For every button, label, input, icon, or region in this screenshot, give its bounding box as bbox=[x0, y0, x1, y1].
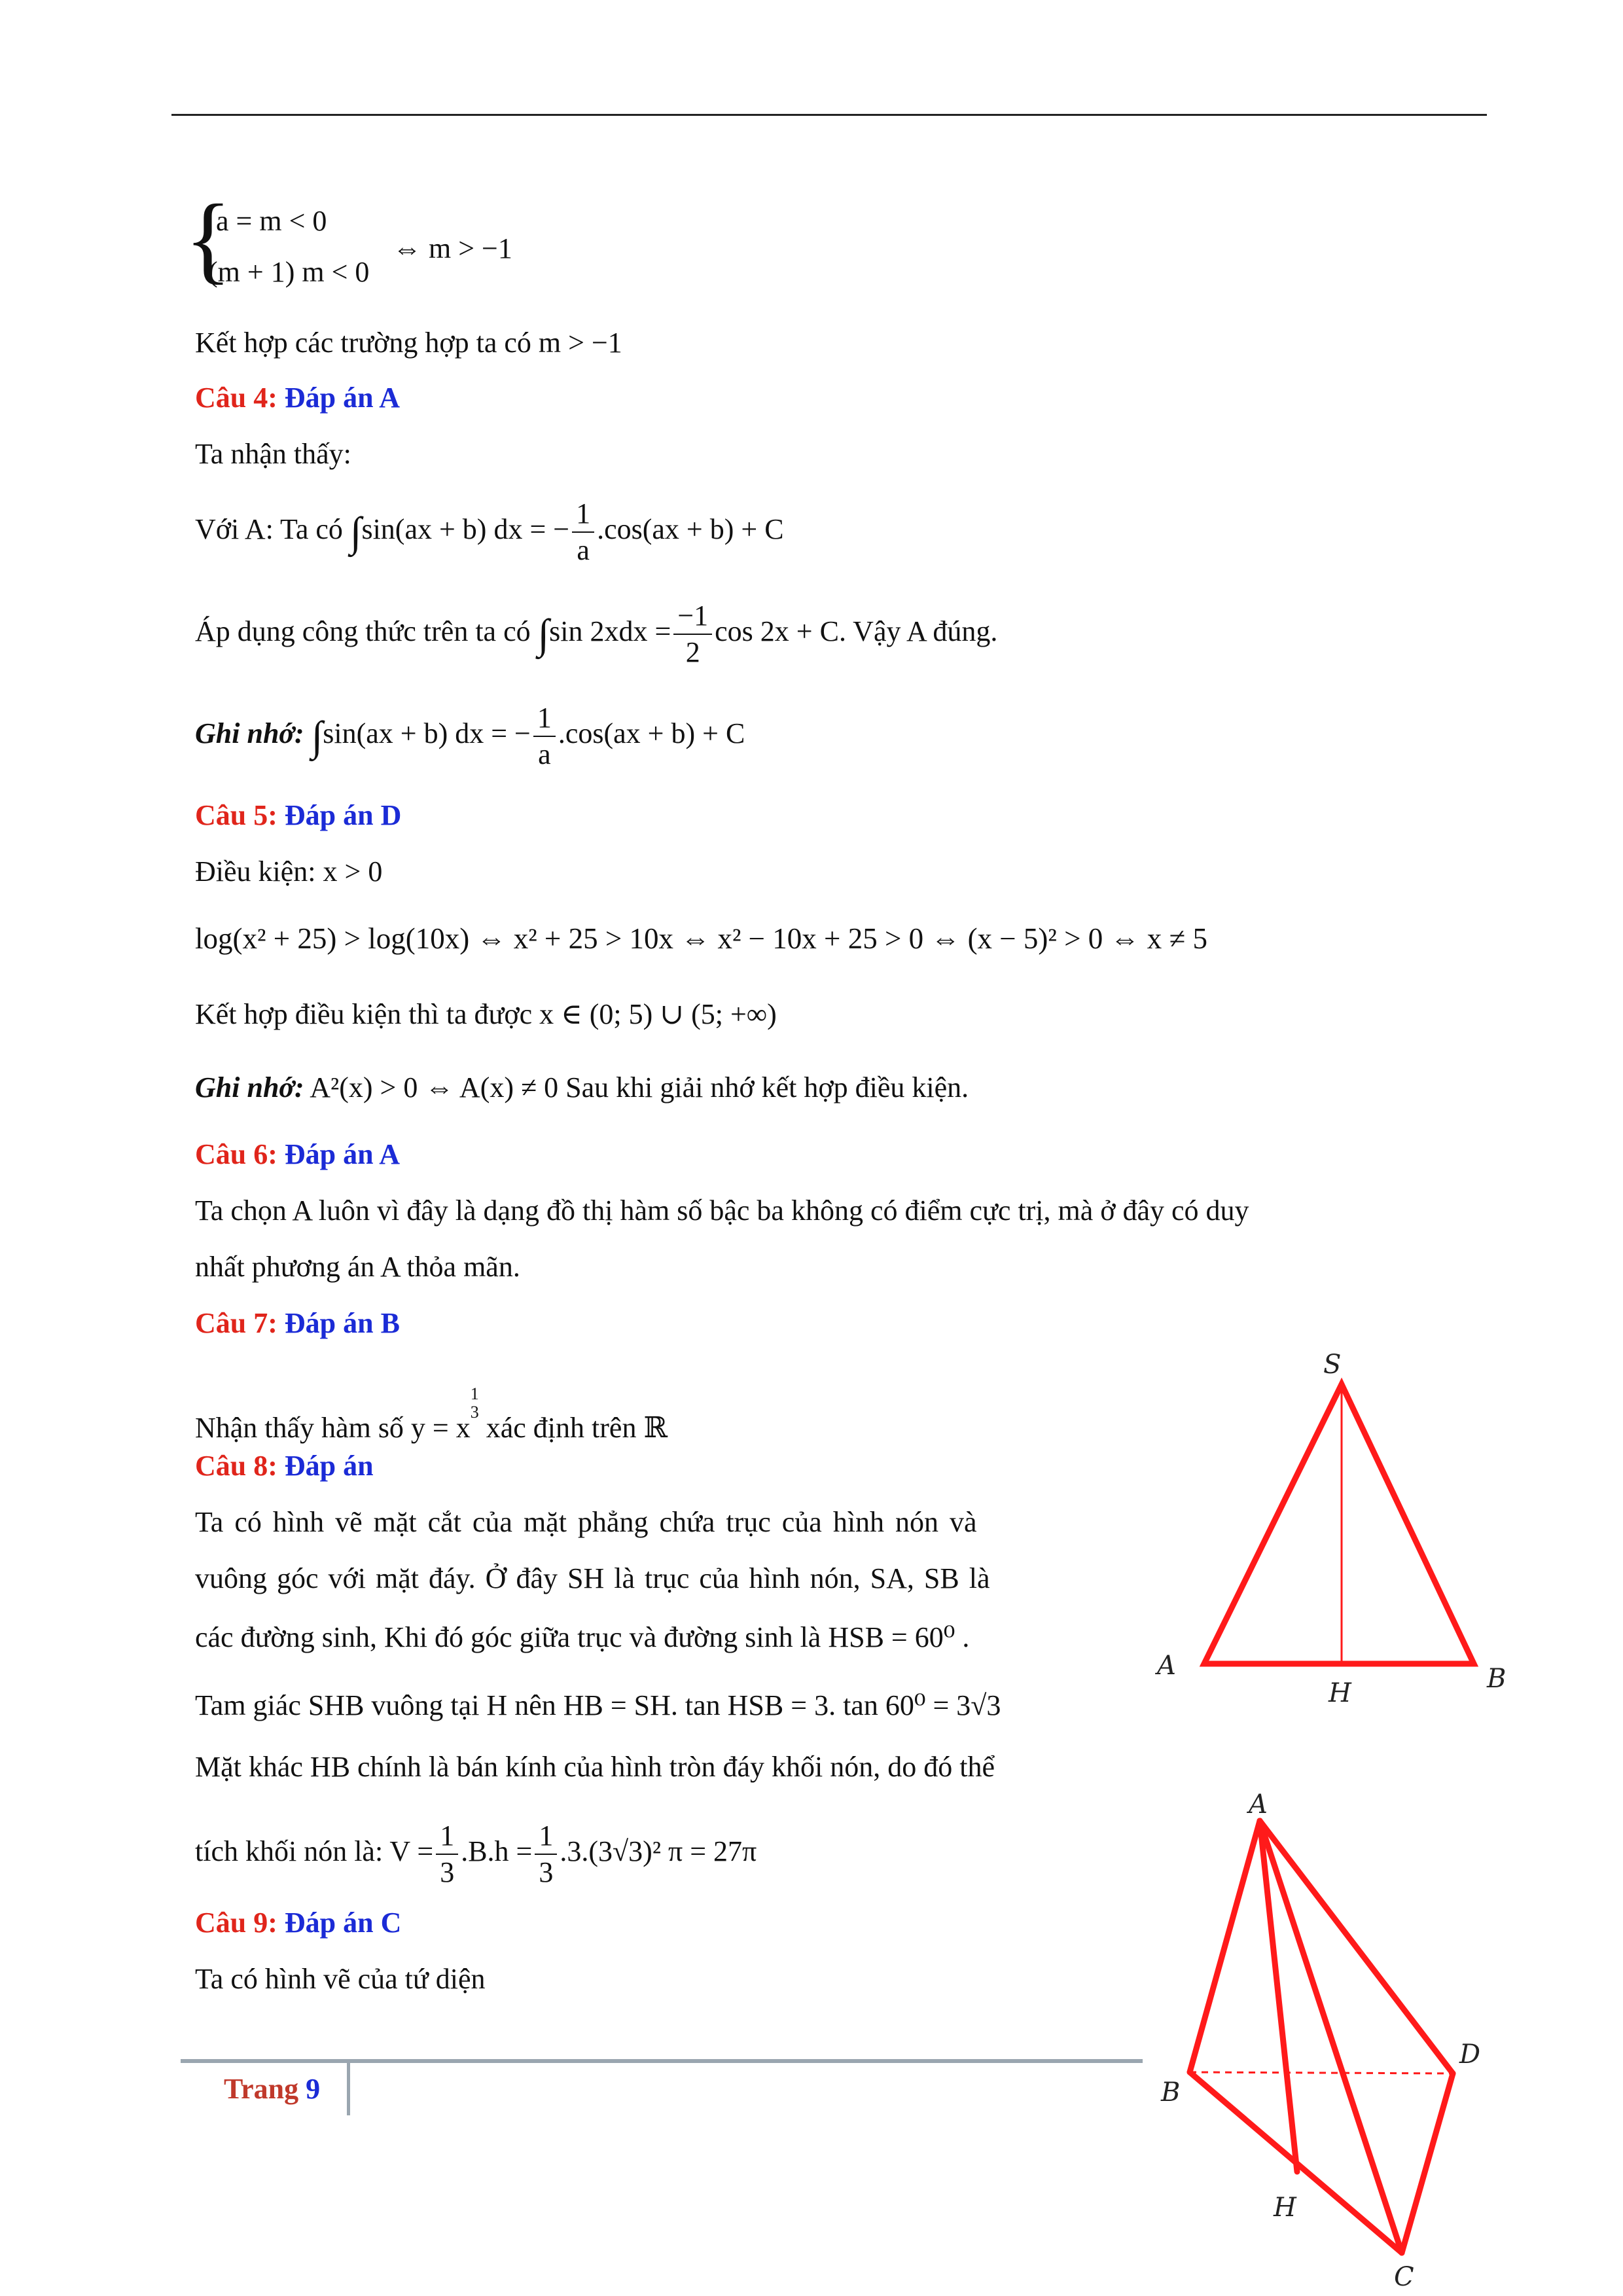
q8-line-4: Tam giác SHB vuông tại H nên HB = SH. tan HSB = 3. tan 60⁰ = 3√3 bbox=[195, 1689, 1001, 1721]
cone-label-a: A bbox=[1157, 1651, 1176, 1681]
q8-title: Câu 8: bbox=[195, 1450, 277, 1482]
q4-note-line bbox=[195, 702, 745, 771]
q4-fraction: $\frac{1}{a}$ bbox=[572, 497, 594, 567]
q7-heading bbox=[195, 1305, 400, 1342]
q4-title: Câu 4: bbox=[195, 382, 277, 414]
q6-line-2: nhất phương án A thỏa mãn. bbox=[195, 1251, 520, 1283]
conclusion-text: Kết hợp các trường hợp ta có m > −1 bbox=[195, 327, 622, 359]
q5-chain: log(x² + 25) > log(10x) ⇔ x² + 25 > 10x ⇔ x² − 10x + 25 > 0 ⇔ (x − 5)² > 0 ⇔ x ≠ 5 bbox=[195, 922, 1207, 955]
system-brace: { bbox=[185, 185, 232, 293]
q6-answer: Đáp án A bbox=[284, 1138, 400, 1170]
q8-heading bbox=[195, 1448, 374, 1484]
cone-label-h: H bbox=[1329, 1678, 1351, 1708]
q8-volume-end: .3.(3√3)² π = 27π bbox=[560, 1835, 757, 1868]
q5-title: Câu 5: bbox=[195, 799, 277, 831]
q4-withA-line bbox=[195, 497, 784, 567]
edge-ad bbox=[1260, 1821, 1453, 2073]
q7-text-2: xác định trên ℝ bbox=[478, 1412, 668, 1444]
edge-ab bbox=[1190, 1821, 1260, 2072]
q8-line-3: các đường sinh, Khi đó góc giữa trục và đường sinh là HSB = 60⁰ . bbox=[195, 1621, 970, 1653]
q8-fraction-1: $\frac{1}{3}$ bbox=[436, 1820, 458, 1889]
q6-line-1: Ta chọn A luôn vì đây là dạng đồ thị hàm số bậc ba không có điểm cực trị, mà ở đây có duy bbox=[195, 1194, 1249, 1227]
q8-answer: Đáp án bbox=[284, 1450, 374, 1482]
edge-bd-hidden bbox=[1190, 2072, 1453, 2073]
footer-page-number: 9 bbox=[306, 2073, 321, 2105]
q4-formula-lhs: sin(ax + b) dx = − bbox=[361, 513, 570, 546]
q4-apply-line bbox=[195, 600, 997, 669]
q9-heading bbox=[195, 1905, 401, 1941]
q4-apply-rhs: cos 2x + C bbox=[715, 615, 839, 648]
q8-fraction-2: $\frac{1}{3}$ bbox=[535, 1820, 557, 1889]
q7-answer: Đáp án B bbox=[284, 1307, 400, 1339]
cone-label-b: B bbox=[1487, 1664, 1507, 1694]
q6-title: Câu 6: bbox=[195, 1138, 277, 1170]
q5-note-line bbox=[195, 1069, 969, 1106]
integral-sign-icon: ∫ bbox=[311, 713, 323, 759]
header-rule bbox=[171, 114, 1487, 116]
q5-combine: Kết hợp điều kiện thì ta được x ∈ (0; 5) ∪ (5; +∞) bbox=[195, 998, 777, 1030]
system-line-1: a = m < 0 bbox=[216, 205, 327, 237]
q5-note: A²(x) > 0 ⇔ A(x) ≠ 0 Sau khi giải nhớ kết hợp điều kiện. bbox=[310, 1071, 969, 1103]
q8-volume-mid: .B.h = bbox=[461, 1835, 533, 1868]
tetra-label-h: H bbox=[1274, 2193, 1296, 2223]
q8-line-6 bbox=[195, 1820, 757, 1889]
q4-apply-fraction: $\frac{-1}{2}$ bbox=[673, 600, 712, 669]
q9-text: Ta có hình vẽ của tứ diện bbox=[195, 1963, 486, 1995]
q5-note-label: Ghi nhớ: bbox=[195, 1071, 304, 1103]
q4-note-lhs: sin(ax + b) dx = − bbox=[323, 717, 531, 750]
tetra-label-b: B bbox=[1161, 2077, 1181, 2108]
footer-label: Trang bbox=[224, 2073, 299, 2105]
q7-text-1: Nhận thấy hàm số y = x bbox=[195, 1412, 471, 1444]
q4-apply: Áp dụng công thức trên ta có bbox=[195, 615, 531, 648]
q4-formula-rhs: .cos(ax + b) + C bbox=[597, 513, 784, 546]
system-result: ⇔ m > −1 bbox=[393, 232, 512, 264]
tetra-label-a: A bbox=[1249, 1793, 1268, 1820]
q4-heading bbox=[195, 380, 400, 416]
q7-title: Câu 7: bbox=[195, 1307, 277, 1339]
cone-label-s: S bbox=[1323, 1350, 1342, 1380]
q4-withA: Với A: Ta có bbox=[195, 513, 343, 546]
tetrahedron-figure bbox=[1132, 1793, 1499, 2296]
q4-apply-end: . Vậy A đúng. bbox=[838, 615, 998, 648]
q9-title: Câu 9: bbox=[195, 1907, 277, 1939]
q4-note-fraction: $\frac{1}{a}$ bbox=[533, 702, 556, 771]
q8-line-2: vuông góc với mặt đáy. Ở đây SH là trục của hình nón, SA, SB là bbox=[195, 1562, 990, 1594]
q8-volume-label: tích khối nón là: V = bbox=[195, 1835, 434, 1868]
q9-answer: Đáp án C bbox=[284, 1907, 402, 1939]
q8-line-5: Mặt khác HB chính là bán kính của hình tròn đáy khối nón, do đó thể bbox=[195, 1751, 995, 1783]
q5-answer: Đáp án D bbox=[284, 799, 402, 831]
integral-sign-icon: ∫ bbox=[349, 509, 362, 555]
q8-line-1: Ta có hình vẽ mặt cắt của mặt phẳng chứa trục của hình nón và bbox=[195, 1506, 977, 1538]
q4-intro: Ta nhận thấy: bbox=[195, 438, 351, 470]
triangle-sab bbox=[1204, 1384, 1474, 1664]
footer-rule bbox=[181, 2059, 1143, 2063]
tetra-label-c: C bbox=[1394, 2262, 1414, 2292]
edge-dc bbox=[1402, 2073, 1453, 2253]
q4-note-rhs: .cos(ax + b) + C bbox=[558, 717, 745, 750]
q4-apply-lhs: sin 2xdx = bbox=[549, 615, 671, 648]
q7-exponent: 1 3 bbox=[470, 1384, 479, 1422]
tetra-label-d: D bbox=[1459, 2039, 1481, 2070]
integral-sign-icon: ∫ bbox=[537, 611, 550, 657]
cone-section-figure bbox=[1139, 1335, 1544, 1708]
q6-heading bbox=[195, 1136, 400, 1173]
q7-line bbox=[195, 1385, 668, 1446]
page-footer bbox=[224, 2071, 320, 2108]
q5-heading bbox=[195, 797, 401, 834]
q4-note-label: Ghi nhớ: bbox=[195, 717, 304, 750]
footer-divider bbox=[347, 2063, 350, 2115]
q5-condition: Điều kiện: x > 0 bbox=[195, 855, 383, 888]
q4-answer: Đáp án A bbox=[284, 382, 400, 414]
system-line-2: (m + 1) m < 0 bbox=[208, 256, 370, 288]
